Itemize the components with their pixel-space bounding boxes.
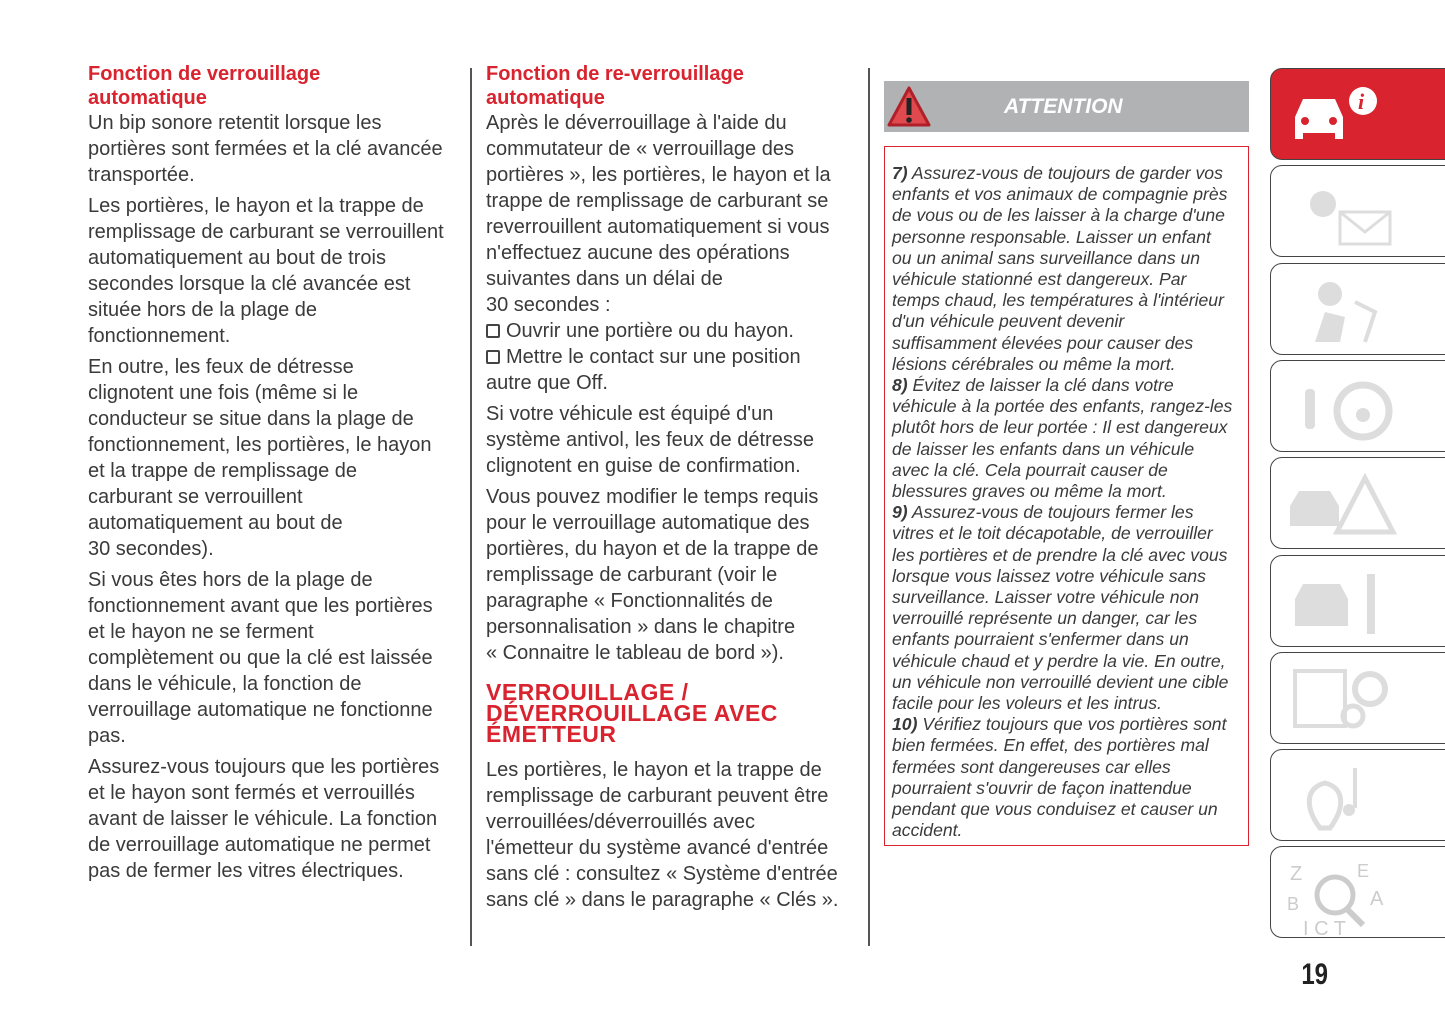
paragraph: Les portières, le hayon et la trappe de remplissage de carburant peuvent être verrouillées/déverrouillés avec l'émetteur du système avancé d'entrée sans clé : consultez « Système d'entrée sans clé » dans le paragraphe « Clés ». bbox=[486, 759, 839, 911]
svg-text:i: i bbox=[1358, 89, 1365, 114]
heading-auto-lock: Fonction de verrouillage automatique bbox=[88, 63, 321, 109]
paragraph: Si vous êtes hors de la plage de fonctionnement avant que les portières et le hayon ne se ferment complètement ou que la clé est laissée dans le véhicule, la fonction de verrouillage automatique ne fonctionne pas. bbox=[88, 569, 433, 747]
list-continuation: autre que Off. bbox=[486, 372, 608, 394]
paragraph: En outre, les feux de détresse clignotent une fois (même si le conducteur se situe dans la plage de fonctionnement, les portières, le hayon et la trappe de remplissage de carburant se verrouillent automatiquement au bout de 30 secondes). bbox=[88, 356, 432, 560]
paragraph: Assurez-vous toujours que les portières et le hayon sont fermés et verrouillés avant de laisser le véhicule. La fonction de verrouillage automatique ne permet pas de fermer les vitres électriques. bbox=[88, 756, 440, 882]
svg-text:E: E bbox=[1357, 861, 1370, 882]
side-tab-index[interactable] bbox=[1270, 846, 1445, 938]
column-divider bbox=[868, 68, 870, 946]
column-1 bbox=[88, 62, 458, 889]
list-item: Mettre le contact sur une position bbox=[486, 344, 856, 370]
attention-header bbox=[884, 81, 1249, 132]
side-tab-emergency[interactable] bbox=[1270, 457, 1445, 549]
airbag-safety-icon bbox=[1285, 272, 1400, 352]
side-tab-airbag-safety[interactable] bbox=[1270, 263, 1445, 355]
attention-title: ATTENTION bbox=[1004, 95, 1123, 118]
warning-triangle-icon bbox=[886, 85, 932, 129]
paragraph: Après le déverrouillage à l'aide du commutateur de « verrouillage des portières », les portières, le hayon et la trappe de remplissage de carburant se reverrouillent automatiquement si vous n'effectuez aucune des opérations suivantes dans un délai de 30 secondes : bbox=[486, 112, 831, 316]
svg-text:B: B bbox=[1287, 894, 1300, 915]
steering-key-icon bbox=[1285, 369, 1400, 449]
maintenance-icon bbox=[1285, 564, 1400, 644]
specs-icon bbox=[1285, 661, 1400, 741]
index-icon bbox=[1285, 855, 1400, 935]
multimedia-icon bbox=[1285, 758, 1400, 838]
heading-auto-relock: Fonction de re-verrouillage automatique bbox=[486, 63, 744, 109]
paragraph: Un bip sonore retentit lorsque les portières sont fermées et la clé avancée transportée. bbox=[88, 112, 443, 186]
column-divider bbox=[470, 68, 472, 946]
side-tab-car-info[interactable] bbox=[1270, 68, 1445, 160]
side-tab-specs[interactable] bbox=[1270, 652, 1445, 744]
warning-lights-icon bbox=[1285, 174, 1400, 254]
svg-text:Z: Z bbox=[1290, 863, 1303, 886]
paragraph: Vous pouvez modifier le temps requis pour le verrouillage automatique des portières, du hayon et de la trappe de remplissage de carburant (voir le paragraphe « Fonctionnalités de personnalisation » dans le chapitre « Connaitre le tableau de bord »). bbox=[486, 486, 819, 664]
side-tab-multimedia[interactable] bbox=[1270, 749, 1445, 841]
side-tab-maintenance[interactable] bbox=[1270, 555, 1445, 647]
checkbox-bullet-icon bbox=[486, 324, 500, 338]
attention-box: 7) Assurez-vous de toujours de garder vos enfants et vos animaux de compagnie près de vous ou de les laisser à la charge d'une personne responsable. Laisser un enfant ou un animal sans surveillance dans un véhicule stationné est dangereux. Par temps chaud, les températures à l'intérieur d'un véhicule peuvent devenir suffisamment élevées pour causer des lésions cérébrales ou même la mort. 8) Évitez de laisser la clé dans votre véhicule à la portée des enfants, rangez-les plutôt hors de leur portée : Il est dangereux de laisser les enfants dans un véhicule avec la clé. Cela pourrait causer de blessures graves ou même la mort. 9) Assurez-vous de toujours fermer les vitres et le toit décapotable, de verrouiller les portières et de prendre la clé avec vous lorsque vous laissez votre véhicule sans surveillance. Laisser votre véhicule non verrouillé représente un danger, car les enfants pourraient s'enfermer dans un véhicule chaud et y perdre la vie. En outre, un véhicule non verrouillé devient une cible facile pour les voleurs et les intrus. 10) Vérifiez toujours que vos portières sont bien fermées. En effet, des portières mal fermées sont dangereuses car elles pourraient s'ouvrir de façon inattendue pendant que vous conduisez et causer un accident. bbox=[884, 146, 1249, 846]
paragraph: Les portières, le hayon et la trappe de remplissage de carburant se verrouillent automatiquement au bout de trois secondes lorsque la clé avancée est située hors de la plage de fonctionnement. bbox=[88, 195, 444, 347]
svg-text:I C T: I C T bbox=[1303, 918, 1346, 936]
car-info-icon bbox=[1285, 77, 1400, 157]
list-item: Ouvrir une portière ou du hayon. bbox=[486, 318, 856, 344]
page-number: 19 bbox=[1301, 958, 1329, 991]
side-tab-warning-lights[interactable] bbox=[1270, 165, 1445, 257]
paragraph: Si votre véhicule est équipé d'un système antivol, les feux de détresse clignotent en guise de confirmation. bbox=[486, 403, 814, 477]
side-tab-steering-key[interactable] bbox=[1270, 360, 1445, 452]
section-title: VERROUILLAGE / DÉVERROUILLAGE AVEC ÉMETTEUR bbox=[486, 679, 778, 747]
emergency-icon bbox=[1285, 466, 1400, 546]
svg-text:A: A bbox=[1370, 888, 1384, 911]
column-2 bbox=[486, 62, 856, 918]
checkbox-bullet-icon bbox=[486, 350, 500, 364]
